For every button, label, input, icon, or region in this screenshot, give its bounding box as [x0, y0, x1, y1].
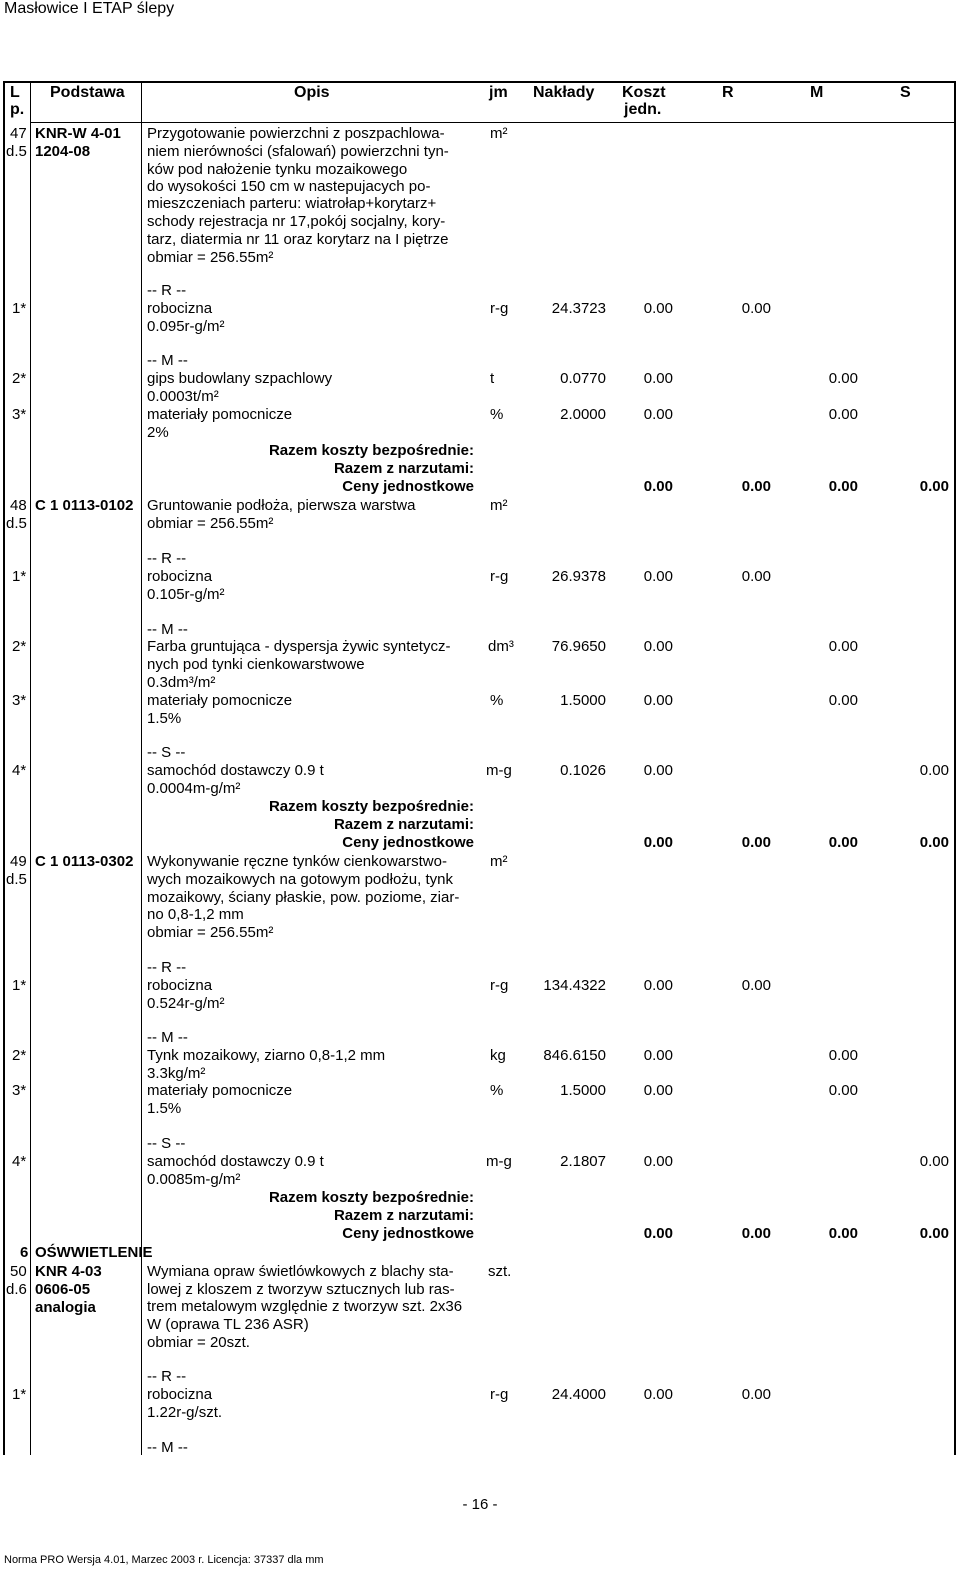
item47-row2-qty: 0.0770	[560, 370, 606, 387]
item47-row1-r: 0.00	[741, 300, 771, 317]
item49-desc-line: obmiar = 256.55m²	[147, 924, 274, 941]
item47-price-koszt: 0.00	[643, 478, 673, 495]
item47-price-m: 0.00	[828, 478, 858, 495]
item48-lp-1: 48	[10, 497, 27, 514]
item49-r-group: -- R --	[147, 959, 187, 976]
item48-row4-name: samochód dostawczy 0.9 t	[147, 762, 324, 779]
item50-row1-cost: 0.00	[643, 1386, 673, 1403]
item50-desc-line: trem metalowym względnie z tworzyw szt. 2x36	[147, 1298, 463, 1315]
item47-desc-line: ków pod nałożenie tynku mozaikowego	[147, 161, 408, 178]
item47-row3-idx: 3*	[12, 406, 27, 423]
item49-desc-line: wych mozaikowych na gotowym podłożu, tynk	[147, 871, 453, 888]
item48-row2-idx: 2*	[12, 638, 27, 655]
item48-row4-norm: 0.0004m-g/m²	[147, 780, 241, 797]
item49-row3-norm: 1.5%	[147, 1100, 182, 1117]
item47-sum-direct: Razem koszty bezpośrednie:	[268, 442, 474, 459]
item47-desc-line: obmiar = 256.55m²	[147, 249, 274, 266]
item47-unit-prices: Ceny jednostkowe	[342, 478, 474, 495]
item48-row3-name: materiały pomocnicze	[147, 692, 293, 709]
item49-desc-line: Wykonywanie ręczne tynków cienkowarstwo-	[147, 853, 447, 870]
item49-sum-direct: Razem koszty bezpośrednie:	[268, 1189, 474, 1206]
item49-row1-qty: 134.4322	[543, 977, 606, 994]
item49-row2-unit: kg	[490, 1047, 506, 1064]
item49-row4-qty: 2.1807	[560, 1153, 606, 1170]
item50-row1-name: robocizna	[147, 1386, 213, 1403]
item48-lp-2: d.5	[6, 515, 27, 532]
item48-row4-s: 0.00	[919, 762, 949, 779]
item48-basis-1: C 1 0113-0102	[35, 497, 134, 514]
header-koszt-2: jedn.	[624, 101, 662, 118]
item49-row3-unit: %	[490, 1082, 504, 1099]
item48-jm: m²	[490, 497, 508, 514]
header-podstawa: Podstawa	[50, 84, 125, 101]
item47-basis-2: 1204-08	[35, 143, 91, 160]
section-number: 6	[20, 1244, 29, 1261]
item49-lp-2: d.5	[6, 871, 27, 888]
item50-lp-2: d.6	[6, 1281, 27, 1298]
item49-m-group: -- M --	[147, 1029, 188, 1046]
item49-row1-cost: 0.00	[643, 977, 673, 994]
item49-desc-line: no 0,8-1,2 mm	[147, 906, 244, 923]
item49-row3-name: materiały pomocnicze	[147, 1082, 293, 1099]
item50-desc-line: obmiar = 20szt.	[147, 1334, 250, 1351]
item48-row3-unit: %	[490, 692, 504, 709]
item49-desc-line: mozaikowy, ściany płaskie, pow. poziome, ziar-	[147, 889, 460, 906]
header-bottom-border	[30, 122, 956, 123]
item48-row4-unit: m-g	[486, 762, 512, 779]
item50-row1-norm: 1.22r-g/szt.	[147, 1404, 223, 1421]
item48-row2-name-1: Farba gruntująca - dyspersja żywic syntetycz-	[147, 638, 451, 655]
item47-row3-qty: 2.0000	[560, 406, 606, 423]
item48-sum-direct: Razem koszty bezpośrednie:	[268, 798, 474, 815]
item50-basis-2: 0606-05	[35, 1281, 91, 1298]
item47-row1-cost: 0.00	[643, 300, 673, 317]
item49-unit-prices: Ceny jednostkowe	[342, 1225, 474, 1242]
item47-row2-idx: 2*	[12, 370, 27, 387]
item48-row2-unit: dm³	[488, 638, 514, 655]
item49-row2-norm: 3.3kg/m²	[147, 1065, 206, 1082]
item47-r-group: -- R --	[147, 282, 187, 299]
item49-price-m: 0.00	[828, 1225, 858, 1242]
item47-row1-unit: r-g	[490, 300, 509, 317]
item47-row2-unit: t	[490, 370, 495, 387]
item48-price-koszt: 0.00	[643, 834, 673, 851]
item47-row3-cost: 0.00	[643, 406, 673, 423]
header-naklady: Nakłady	[533, 84, 595, 101]
item48-row1-cost: 0.00	[643, 568, 673, 585]
item48-row3-norm: 1.5%	[147, 710, 182, 727]
header-lp-2: p.	[10, 101, 25, 118]
item48-price-s: 0.00	[919, 834, 949, 851]
table-right-border	[954, 81, 956, 1455]
item47-desc-line: niem nierówności (sfalowań) powierzchni tyn-	[147, 143, 449, 160]
item49-s-group: -- S --	[147, 1135, 186, 1152]
item48-row2-name-2: nych pod tynki cienkowarstwowe	[147, 656, 365, 673]
item49-row1-r: 0.00	[741, 977, 771, 994]
item49-row4-name: samochód dostawczy 0.9 t	[147, 1153, 324, 1170]
item47-lp-1: 47	[10, 125, 27, 142]
item49-row1-name: robocizna	[147, 977, 213, 994]
item47-desc-line: mieszczeniach parteru: wiatrołap+korytarz+	[147, 195, 437, 212]
item50-desc-line: lowej z kloszem z tworzyw sztucznych lub ras-	[147, 1281, 455, 1298]
item47-row3-norm: 2%	[147, 424, 169, 441]
item48-row3-cost: 0.00	[643, 692, 673, 709]
item48-row1-r: 0.00	[741, 568, 771, 585]
item49-row2-m: 0.00	[828, 1047, 858, 1064]
item48-row3-m: 0.00	[828, 692, 858, 709]
item49-row1-norm: 0.524r-g/m²	[147, 995, 225, 1012]
item49-row1-unit: r-g	[490, 977, 509, 994]
item47-row2-m: 0.00	[828, 370, 858, 387]
item50-basis-3: analogia	[35, 1299, 96, 1316]
item47-desc-line: tarz, diatermia nr 11 oraz korytarz na I piętrze	[147, 231, 449, 248]
item48-desc-2: obmiar = 256.55m²	[147, 515, 274, 532]
item50-r-group: -- R --	[147, 1368, 187, 1385]
item49-row3-m: 0.00	[828, 1082, 858, 1099]
item48-unit-prices: Ceny jednostkowe	[342, 834, 474, 851]
item47-desc-line: do wysokości 150 cm w nastepujacych po-	[147, 178, 431, 195]
item47-row1-name: robocizna	[147, 300, 213, 317]
item48-sum-markup: Razem z narzutami:	[333, 816, 474, 833]
item50-desc-line: Wymiana opraw świetlówkowych z blachy sta-	[147, 1263, 454, 1280]
item47-row1-norm: 0.095r-g/m²	[147, 318, 225, 335]
item50-m-group: -- M --	[147, 1439, 188, 1456]
item48-row4-idx: 4*	[12, 762, 27, 779]
item47-row1-qty: 24.3723	[551, 300, 606, 317]
item47-m-group: -- M --	[147, 352, 188, 369]
col-divider-lp	[30, 81, 31, 1455]
item49-row1-idx: 1*	[12, 977, 27, 994]
item48-row2-norm: 0.3dm³/m²	[147, 674, 216, 691]
item49-row4-s: 0.00	[919, 1153, 949, 1170]
document-title: Masłowice I ETAP ślepy	[4, 0, 175, 17]
header-m: M	[810, 84, 824, 101]
item48-row4-cost: 0.00	[643, 762, 673, 779]
item48-row1-unit: r-g	[490, 568, 509, 585]
item48-price-m: 0.00	[828, 834, 858, 851]
item48-desc-1: Gruntowanie podłoża, pierwsza warstwa	[147, 497, 416, 514]
item49-row4-unit: m-g	[486, 1153, 512, 1170]
item49-row3-qty: 1.5000	[560, 1082, 606, 1099]
item49-row3-idx: 3*	[12, 1082, 27, 1099]
item47-row3-m: 0.00	[828, 406, 858, 423]
item49-price-s: 0.00	[919, 1225, 949, 1242]
item48-row1-qty: 26.9378	[551, 568, 606, 585]
header-jm: jm	[489, 84, 508, 101]
item48-r-group: -- R --	[147, 550, 187, 567]
item47-desc-line: Przygotowanie powierzchni z poszpachlowa-	[147, 125, 445, 142]
item47-row3-name: materiały pomocnicze	[147, 406, 293, 423]
item47-row1-idx: 1*	[12, 300, 27, 317]
item48-row2-qty: 76.9650	[551, 638, 606, 655]
item48-row1-name: robocizna	[147, 568, 213, 585]
item49-price-koszt: 0.00	[643, 1225, 673, 1242]
item47-sum-markup: Razem z narzutami:	[333, 460, 474, 477]
page-number: - 16 -	[462, 1496, 498, 1513]
table-left-border	[3, 81, 5, 1455]
item50-desc-line: W (oprawa TL 236 ASR)	[147, 1316, 309, 1333]
item48-price-r: 0.00	[741, 834, 771, 851]
item48-row2-cost: 0.00	[643, 638, 673, 655]
item50-row1-r: 0.00	[741, 1386, 771, 1403]
item48-m-group: -- M --	[147, 621, 188, 638]
item50-row1-idx: 1*	[12, 1386, 27, 1403]
header-koszt-1: Koszt	[622, 84, 666, 101]
item50-jm: szt.	[488, 1263, 512, 1280]
item49-row2-cost: 0.00	[643, 1047, 673, 1064]
item49-price-r: 0.00	[741, 1225, 771, 1242]
item47-row3-unit: %	[490, 406, 504, 423]
item49-lp-1: 49	[10, 853, 27, 870]
item47-jm: m²	[490, 125, 508, 142]
item49-row4-norm: 0.0085m-g/m²	[147, 1171, 241, 1188]
header-lp-1: L	[10, 84, 20, 101]
item49-jm: m²	[490, 853, 508, 870]
header-r: R	[722, 84, 734, 101]
footer-text: Norma PRO Wersja 4.01, Marzec 2003 r. Licencja: 37337 dla mm	[4, 1554, 324, 1566]
item48-row1-norm: 0.105r-g/m²	[147, 586, 225, 603]
item49-basis-1: C 1 0113-0302	[35, 853, 134, 870]
item50-basis-1: KNR 4-03	[35, 1263, 102, 1280]
item47-price-r: 0.00	[741, 478, 771, 495]
item47-row2-norm: 0.0003t/m²	[147, 388, 219, 405]
item47-basis-1: KNR-W 4-01	[35, 125, 121, 142]
item49-row2-qty: 846.6150	[543, 1047, 606, 1064]
item47-desc-line: schody rejestracja nr 17,pokój socjalny, kory-	[147, 213, 446, 230]
item49-row2-idx: 2*	[12, 1047, 27, 1064]
item50-row1-unit: r-g	[490, 1386, 509, 1403]
item49-row4-idx: 4*	[12, 1153, 27, 1170]
item47-price-s: 0.00	[919, 478, 949, 495]
section-title: OŚWWIETLENIE	[35, 1244, 153, 1261]
item50-lp-1: 50	[10, 1263, 27, 1280]
item48-row3-idx: 3*	[12, 692, 27, 709]
table-top-border	[3, 81, 956, 83]
item49-row3-cost: 0.00	[643, 1082, 673, 1099]
item48-s-group: -- S --	[147, 744, 186, 761]
item49-row4-cost: 0.00	[643, 1153, 673, 1170]
item49-row2-name: Tynk mozaikowy, ziarno 0,8-1,2 mm	[147, 1047, 386, 1064]
item48-row1-idx: 1*	[12, 568, 27, 585]
header-opis: Opis	[294, 84, 330, 101]
item50-row1-qty: 24.4000	[551, 1386, 606, 1403]
item47-lp-2: d.5	[6, 143, 27, 160]
item48-row3-qty: 1.5000	[560, 692, 606, 709]
item47-row2-cost: 0.00	[643, 370, 673, 387]
item47-row2-name: gips budowlany szpachlowy	[147, 370, 333, 387]
item49-sum-markup: Razem z narzutami:	[333, 1207, 474, 1224]
item48-row4-qty: 0.1026	[560, 762, 606, 779]
header-s: S	[900, 84, 911, 101]
item48-row2-m: 0.00	[828, 638, 858, 655]
